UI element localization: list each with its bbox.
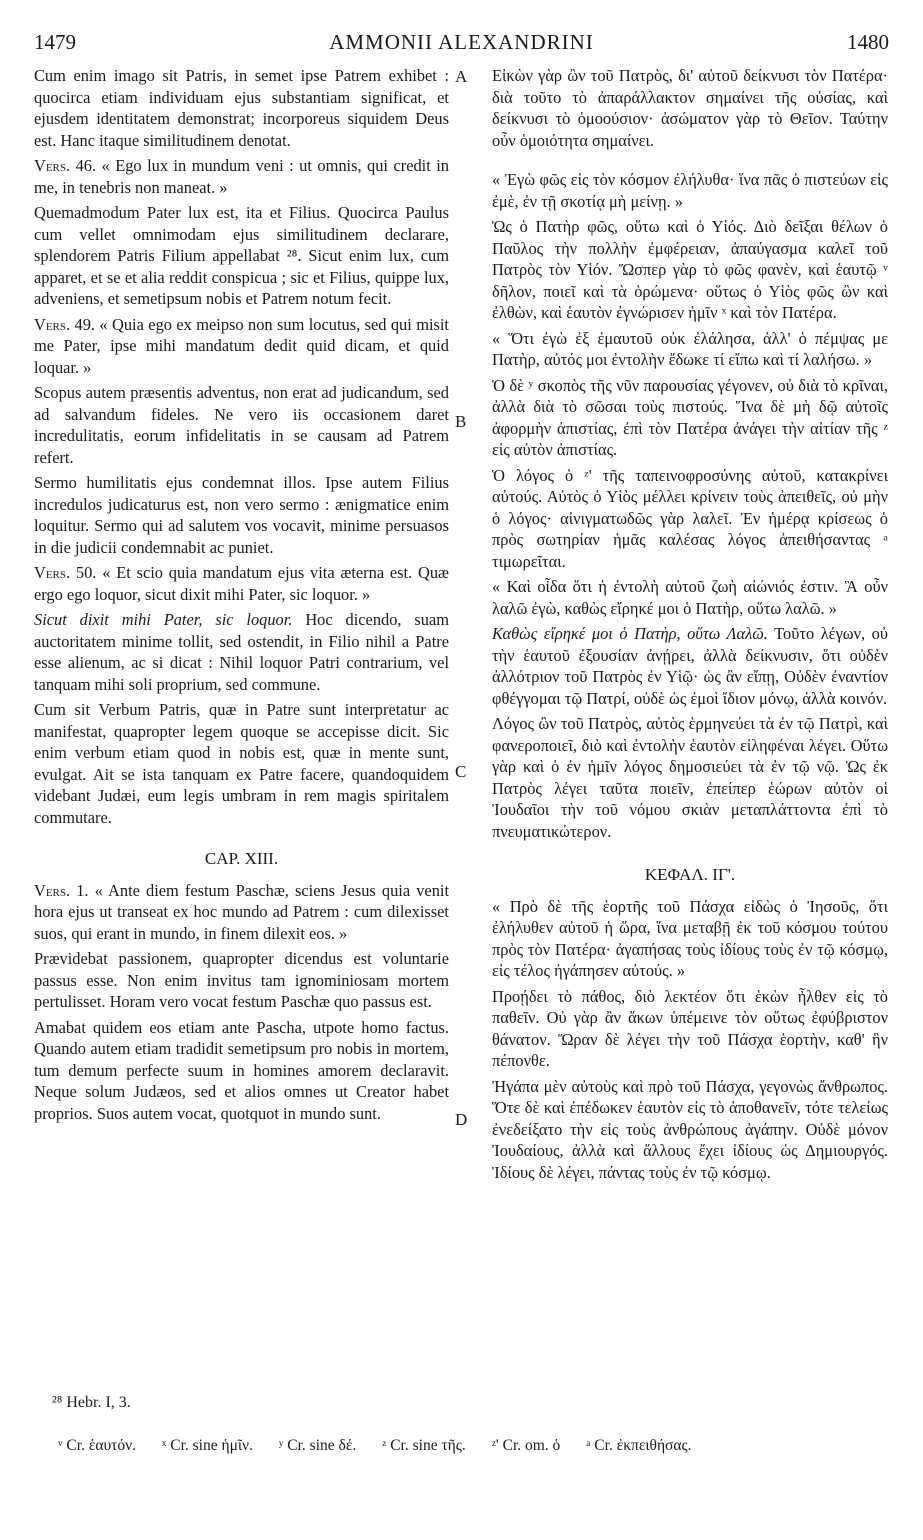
critical-note: ˣ Cr. sine ἡμῖν.: [161, 1437, 253, 1454]
greek-paragraph: Προῄδει τὸ πάθος, διὸ λεκτέον ὅτι ἑκὼν ἦλθεν εἰς τὸ παθεῖν. Οὐ γὰρ ἂν ἄκων ὑπέμεινε τὸν οὕτως ἐφύβριστον θάνατον. Ὥραν δὲ λέγει τὴν τοῦ Πάσχα ἑορτὴν, καθ' ἣν πέπονθε.: [492, 986, 888, 1070]
latin-verse-50: [34, 562, 449, 605]
critical-note: ʸ Cr. sine δέ.: [278, 1437, 357, 1454]
italic-lemma: Καθὼς εἴρηκέ μοι ὁ Πατὴρ, οὕτω Λαλῶ.: [492, 624, 768, 643]
latin-paragraph: [34, 609, 449, 695]
latin-paragraph: Sermo humilitatis ejus condemnat illos. Ipse autem Filius incredulos judicaturus est, non vero sermo : ænigmatice enim loquitur. Sermo qui ad salutem vos vocavit, minime persuasos in die judicii condemnabit ac puniet.: [34, 473, 449, 557]
verse-text: « Et scio quia mandatum ejus vita æterna est. Quæ ergo ego loquor, sicut dixit mihi Pater, sic loquor. »: [34, 563, 449, 604]
running-title: AMMONII ALEXANDRINI: [329, 30, 594, 54]
page-number-right: 1480: [847, 30, 889, 54]
greek-verse-1: « Πρὸ δὲ τῆς ἑορτῆς τοῦ Πάσχα εἰδὼς ὁ Ἰησοῦς, ὅτι ἐλήλυθεν αὐτοῦ ἡ ὥρα, ἵνα μεταβῇ ἐκ τοῦ κόσμου τούτου πρὸς τὸν Πατέρα· ἀγαπήσας τοὺς ἰδίους τοὺς ἐν τῷ κόσμῳ, εἰς τέλος ἠγάπησεν αὐτούς. »: [492, 896, 888, 980]
italic-lemma: Sicut dixit mihi Pater, sic loquor.: [34, 610, 293, 629]
latin-paragraph: Cum sit Verbum Patris, quæ in Patre sunt interpretatur ac manifestat, quapropter legem quoque se accepisse dicit. Sic enim verbum etiam quod in nobis est, quæ in mente sunt, evulgat. Ait se ista tanquam ex Patre facere, quandoquidem videbant Judæi, eum legis umbram in rem magis spiritalem commutare.: [34, 700, 449, 827]
margin-mark-a: A: [455, 67, 468, 86]
latin-verse-1: [34, 880, 449, 945]
critical-note: ᶻ Cr. sine τῆς.: [382, 1437, 466, 1454]
greek-verse-50: « Καὶ οἶδα ὅτι ἡ ἐντολὴ αὐτοῦ ζωὴ αἰώνιός ἐστιν. Ἃ οὖν λαλῶ ἐγὼ, καθὼς εἴρηκέ μοι ὁ Πατὴρ, οὕτω λαλῶ. »: [492, 577, 888, 618]
greek-paragraph: Ὁ δὲ ʸ σκοπὸς τῆς νῦν παρουσίας γέγονεν, οὐ διὰ τὸ κρῖναι, ἀλλὰ διὰ τὸ σῶσαι τοὺς πιστούς. Ἵνα δὲ μὴ δῷ αὐτοῖς ἀφορμὴν ἀπιστίας, ἐπὶ τὸν Πατέρα ἀνάγει τὴν αἰτίαν τῆς ᶻ εἰς αὐτὸν ἀπιστίας.: [492, 375, 888, 459]
margin-mark-c: C: [455, 762, 467, 781]
critical-note: ᵛ Cr. ἑαυτόν.: [58, 1437, 136, 1454]
verse-text: « Ante diem festum Paschæ, sciens Jesus quia venit hora ejus ut transeat ex hoc mundo ad Patrem : cum dilexisset suos, qui erant in mundo, in finem dilexit eos. »: [34, 880, 449, 943]
verse-label: Vers. 50.: [34, 563, 97, 582]
critical-note: ᵃ Cr. ἐκπειθήσας.: [586, 1437, 692, 1454]
latin-verse-49: [34, 314, 449, 379]
greek-chapter-heading: ΚΕΦΑΛ. ΙΓ'.: [644, 865, 736, 884]
verse-label: Vers. 1.: [34, 880, 89, 900]
greek-verse-49: « Ὅτι ἐγὼ ἐξ ἐμαυτοῦ οὐκ ἐλάλησα, ἀλλ' ὁ πέμψας με Πατὴρ, αὐτός μοι ἐντολὴν ἔδωκε τί εἴπω καὶ τί λαλήσω. »: [492, 328, 888, 369]
critical-note: ᶻ' Cr. om. ὁ: [491, 1437, 561, 1454]
greek-verse-46: « Ἐγὼ φῶς εἰς τὸν κόσμον ἐλήλυθα· ἵνα πᾶς ὁ πιστεύων εἰς ἐμὲ, ἐν τῇ σκοτίᾳ μὴ μείνῃ. »: [492, 170, 888, 211]
greek-column: [492, 65, 888, 1187]
latin-chapter-heading: CAP. XIII.: [204, 849, 279, 868]
verse-text: « Ego lux in mundum veni : ut omnis, qui credit in me, in tenebris non maneat. »: [34, 156, 449, 197]
latin-paragraph: Cum enim imago sit Patris, in semet ipse Patrem exhibet : quocirca etiam individuam ejus substantiam significat, et ejusdem identitatem demonstrat; incorporeus siquidem Deus est. Hanc itaque similitudinem denotat.: [34, 66, 449, 150]
latin-paragraph: Quemadmodum Pater lux est, ita et Filius. Quocirca Paulus cum vellet omnimodam ejus similitudinem declarare, splendorem Patris Filium appellabat ²⁸. Sicut enim lux, cum apparet, et se et alia reddit conspicua ; sic et Filius, quippe lux, adveniens, et semetipsum nobis et Patrem notum fecit.: [34, 203, 449, 308]
greek-paragraph: Ὡς ὁ Πατὴρ φῶς, οὕτω καὶ ὁ Υἱός. Διὸ δεῖξαι θέλων ὁ Παῦλος τὴν πολλὴν ἐμφέρειαν, ἀπαύγασμα καλεῖ τοῦ Πατρὸς τὸν Υἱόν. Ὥσπερ γὰρ τὸ φῶς φανὲν, καὶ ἑαυτῷ ᵛ δῆλον, ποιεῖ καὶ τὰ ὁρώμενα· οὕτως ὁ Υἱὸς φῶς ὢν καὶ ἐλθὼν, καὶ ἑαυτὸν ἐγνώρισεν ἡμῖν ˣ καὶ τὸν Πατέρα.: [492, 217, 888, 322]
latin-paragraph: Scopus autem præsentis adventus, non erat ad judicandum, sed ad salvandum fideles. Ne vero iis occasionem daret incredulitatis, eorum infidelitatis in se causam ad Patrem refert.: [34, 383, 449, 467]
verse-label: Vers. 46.: [34, 156, 97, 175]
page-header: [34, 30, 889, 58]
latin-column: [34, 65, 449, 1128]
greek-paragraph: [492, 623, 888, 709]
margin-mark-d: D: [455, 1110, 468, 1129]
greek-paragraph: Εἰκὼν γὰρ ὢν τοῦ Πατρὸς, δι' αὐτοῦ δείκνυσι τὸν Πατέρα· διὰ τοῦτο τὸ ἀπαράλλακτον σημαίνει τῆς οὐσίας, καὶ δείκνυσι τὸ ὁμοούσιον· ἀσώματον γὰρ τὸ Θεῖον. Ταύτην οὖν ὁμοιότητα σημαίνει.: [492, 66, 888, 150]
greek-paragraph: Ἠγάπα μὲν αὐτοὺς καὶ πρὸ τοῦ Πάσχα, γεγονὼς ἄνθρωπος. Ὅτε δὲ καὶ ἐπέδωκεν ἑαυτὸν εἰς τὸ ἀποθανεῖν, τότε τελείως ἐνεδείξατο τὴν εἰς τοὺς ἀνθρώπους ἀγάπην. Οὐδὲ μόνον Ἰουδαίους, ἀλλὰ καὶ ἄλλους ἔχει ἰδίους ὡς Δημιουργός. Ἰδίους δὲ λέγει, πάντας τοὺς ἐν τῷ κόσμῳ.: [492, 1076, 888, 1182]
footnote: ²⁸ Hebr. I, 3.: [52, 1394, 131, 1411]
critical-apparatus: [58, 1437, 878, 1455]
paragraph-text: Hoc dicendo, suam auctoritatem minime tollit, sed ostendit, in Filio nihil a Patre esse alienum, ac si dicat : Nihil loquor Patri contrarium, vel tanquam mihi soli proprium, sed commune.: [34, 610, 449, 694]
latin-paragraph: Prævidebat passionem, quapropter dicendus est voluntarie passus esse. Non enim invitus tam ignominiosam mortem pertulisset. Horam vero vocat festum Paschæ quo passus est.: [34, 949, 449, 1011]
verse-label: Vers. 49.: [34, 314, 96, 334]
paragraph-text: Τοῦτο λέγων, οὐ τὴν ἑαυτοῦ ἐξουσίαν ἀνῄρει, ἀλλὰ δείκνυσιν, ὅτι οὐδὲν ἀλλότριον τοῦ Πατρὸς ἐν Υἱῷ· ὡς ἂν εἴπῃ, Οὐδὲν ἐναντίον φθέγγομαι τῷ Πατρί, οὐδὲ ὡς ἐμοὶ ἴδιον μόνῳ, ἀλλὰ κοινόν.: [492, 624, 888, 708]
greek-paragraph: Ὁ λόγος ὁ ᶻ' τῆς ταπεινοφροσύνης αὐτοῦ, κατακρίνει αὐτούς. Αὐτὸς ὁ Υἱὸς μέλλει κρίνειν τοὺς ἀπειθεῖς, οὐ μὴν ὁ λόγος· αἰνιγματωδῶς γὰρ λαλεῖ. Ἐν ἡμέρᾳ κρίσεως ὁ πρὸς σωτηρίαν ἡμᾶς καλέσας λόγος ἀπειθήσαντας ᵃ τιμωρεῖται.: [492, 465, 888, 571]
verse-text: « Quia ego ex meipso non sum locutus, sed qui misit me Pater, ipse mihi mandatum dedit quid dicam, et quid loquar. »: [34, 314, 449, 377]
greek-paragraph: Λόγος ὢν τοῦ Πατρὸς, αὐτὸς ἑρμηνεύει τὰ ἐν τῷ Πατρὶ, καὶ φανεροποιεῖ, διὸ καὶ ἐντολὴν ἑαυτὸν εἰληφέναι λέγει. Οὕτω γὰρ καὶ ὁ ἐν ἡμῖν λόγος δημοσιεύει τὰ ἐν τῷ νῷ. Ὡς ἐκ Πατρὸς λέγει ταῦτα ποιεῖν, ἐπείπερ ἑώρων αὐτὸν οἱ Ἰουδαῖοι τὴν τοῦ νόμου σκιὰν μεταπλάττοντα ἐπὶ τὸ πνευματικώτερον.: [492, 714, 888, 841]
margin-mark-b: B: [455, 412, 467, 431]
latin-verse-46: [34, 155, 449, 198]
latin-paragraph: Amabat quidem eos etiam ante Pascha, utpote homo factus. Quando autem etiam tradidit semetipsum pro nobis in mortem, tum demum perfecte suum in homines amorem declaravit. Neque solum Judæos, sed et alios omnes ut Creator habet proprios. Suos autem vocat, quotquot in mundo sunt.: [34, 1017, 449, 1123]
page-number-left: 1479: [34, 30, 76, 54]
